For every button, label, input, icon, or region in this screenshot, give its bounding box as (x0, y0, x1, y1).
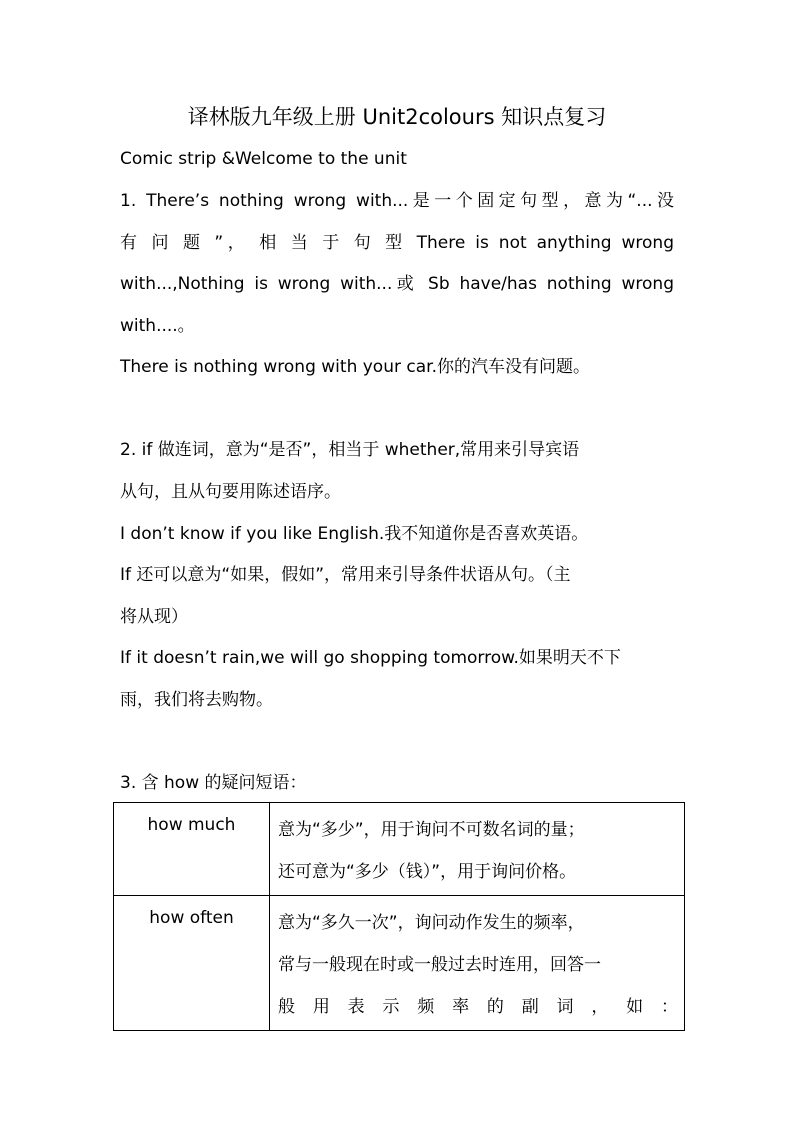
desc-line: 意为“多少”，用于询问不可数名词的量； (278, 820, 585, 840)
point3-heading: 3. 含 how 的疑问短语： (120, 773, 307, 793)
point2-example1: I don’t know if you like English.我不知道你是否喜欢英语。 (120, 524, 589, 544)
desc-line: 还可意为“多少（钱）”，用于询问价格。 (278, 862, 577, 882)
point1-example: There is nothing wrong with your car.你的汽车没有问题。 (120, 357, 590, 377)
point1-line3: with...,Nothing is wrong with...或 Sb have/has nothing wrong (120, 274, 674, 294)
term-cell: how much (114, 803, 270, 896)
desc-cell (270, 896, 685, 1031)
point1-line4: with....。 (120, 316, 195, 336)
desc-cell (270, 803, 685, 896)
point2-example2-line2: 雨，我们将去购物。 (120, 690, 273, 710)
section-heading: Comic strip &Welcome to the unit (120, 149, 407, 169)
point2-line2: 从句，且从句要用陈述语序。 (120, 482, 341, 502)
desc-line: 般 用 表 示 频 率 的 副 词 ， 如 ： (278, 997, 678, 1017)
table-row (114, 803, 685, 896)
point1-line2: 有 问 题 ”， 相 当 于 句 型 There is not anything wrong (120, 233, 674, 253)
term-cell: how often (114, 896, 270, 1031)
page-title: 译林版九年级上册 Unit2colours 知识点复习 (187, 105, 607, 129)
point2-line3: If 还可以意为“如果，假如”，常用来引导条件状语从句。（主 (120, 565, 571, 585)
point1-line1: 1. There’s nothing wrong with...是一个固定句型，意为“...没 (120, 191, 674, 211)
point2-line1: 2. if 做连词，意为“是否”，相当于 whether,常用来引导宾语 (120, 440, 580, 460)
desc-line: 常与一般现在时或一般过去时连用，回答一 (278, 955, 601, 975)
how-phrases-table (113, 802, 685, 1031)
point2-line4: 将从现） (120, 607, 188, 627)
point2-example2-line1: If it doesn’t rain,we will go shopping tomorrow.如果明天不下 (120, 648, 621, 668)
table-row (114, 896, 685, 1031)
desc-line: 意为“多久一次”，询问动作发生的频率， (278, 913, 585, 933)
